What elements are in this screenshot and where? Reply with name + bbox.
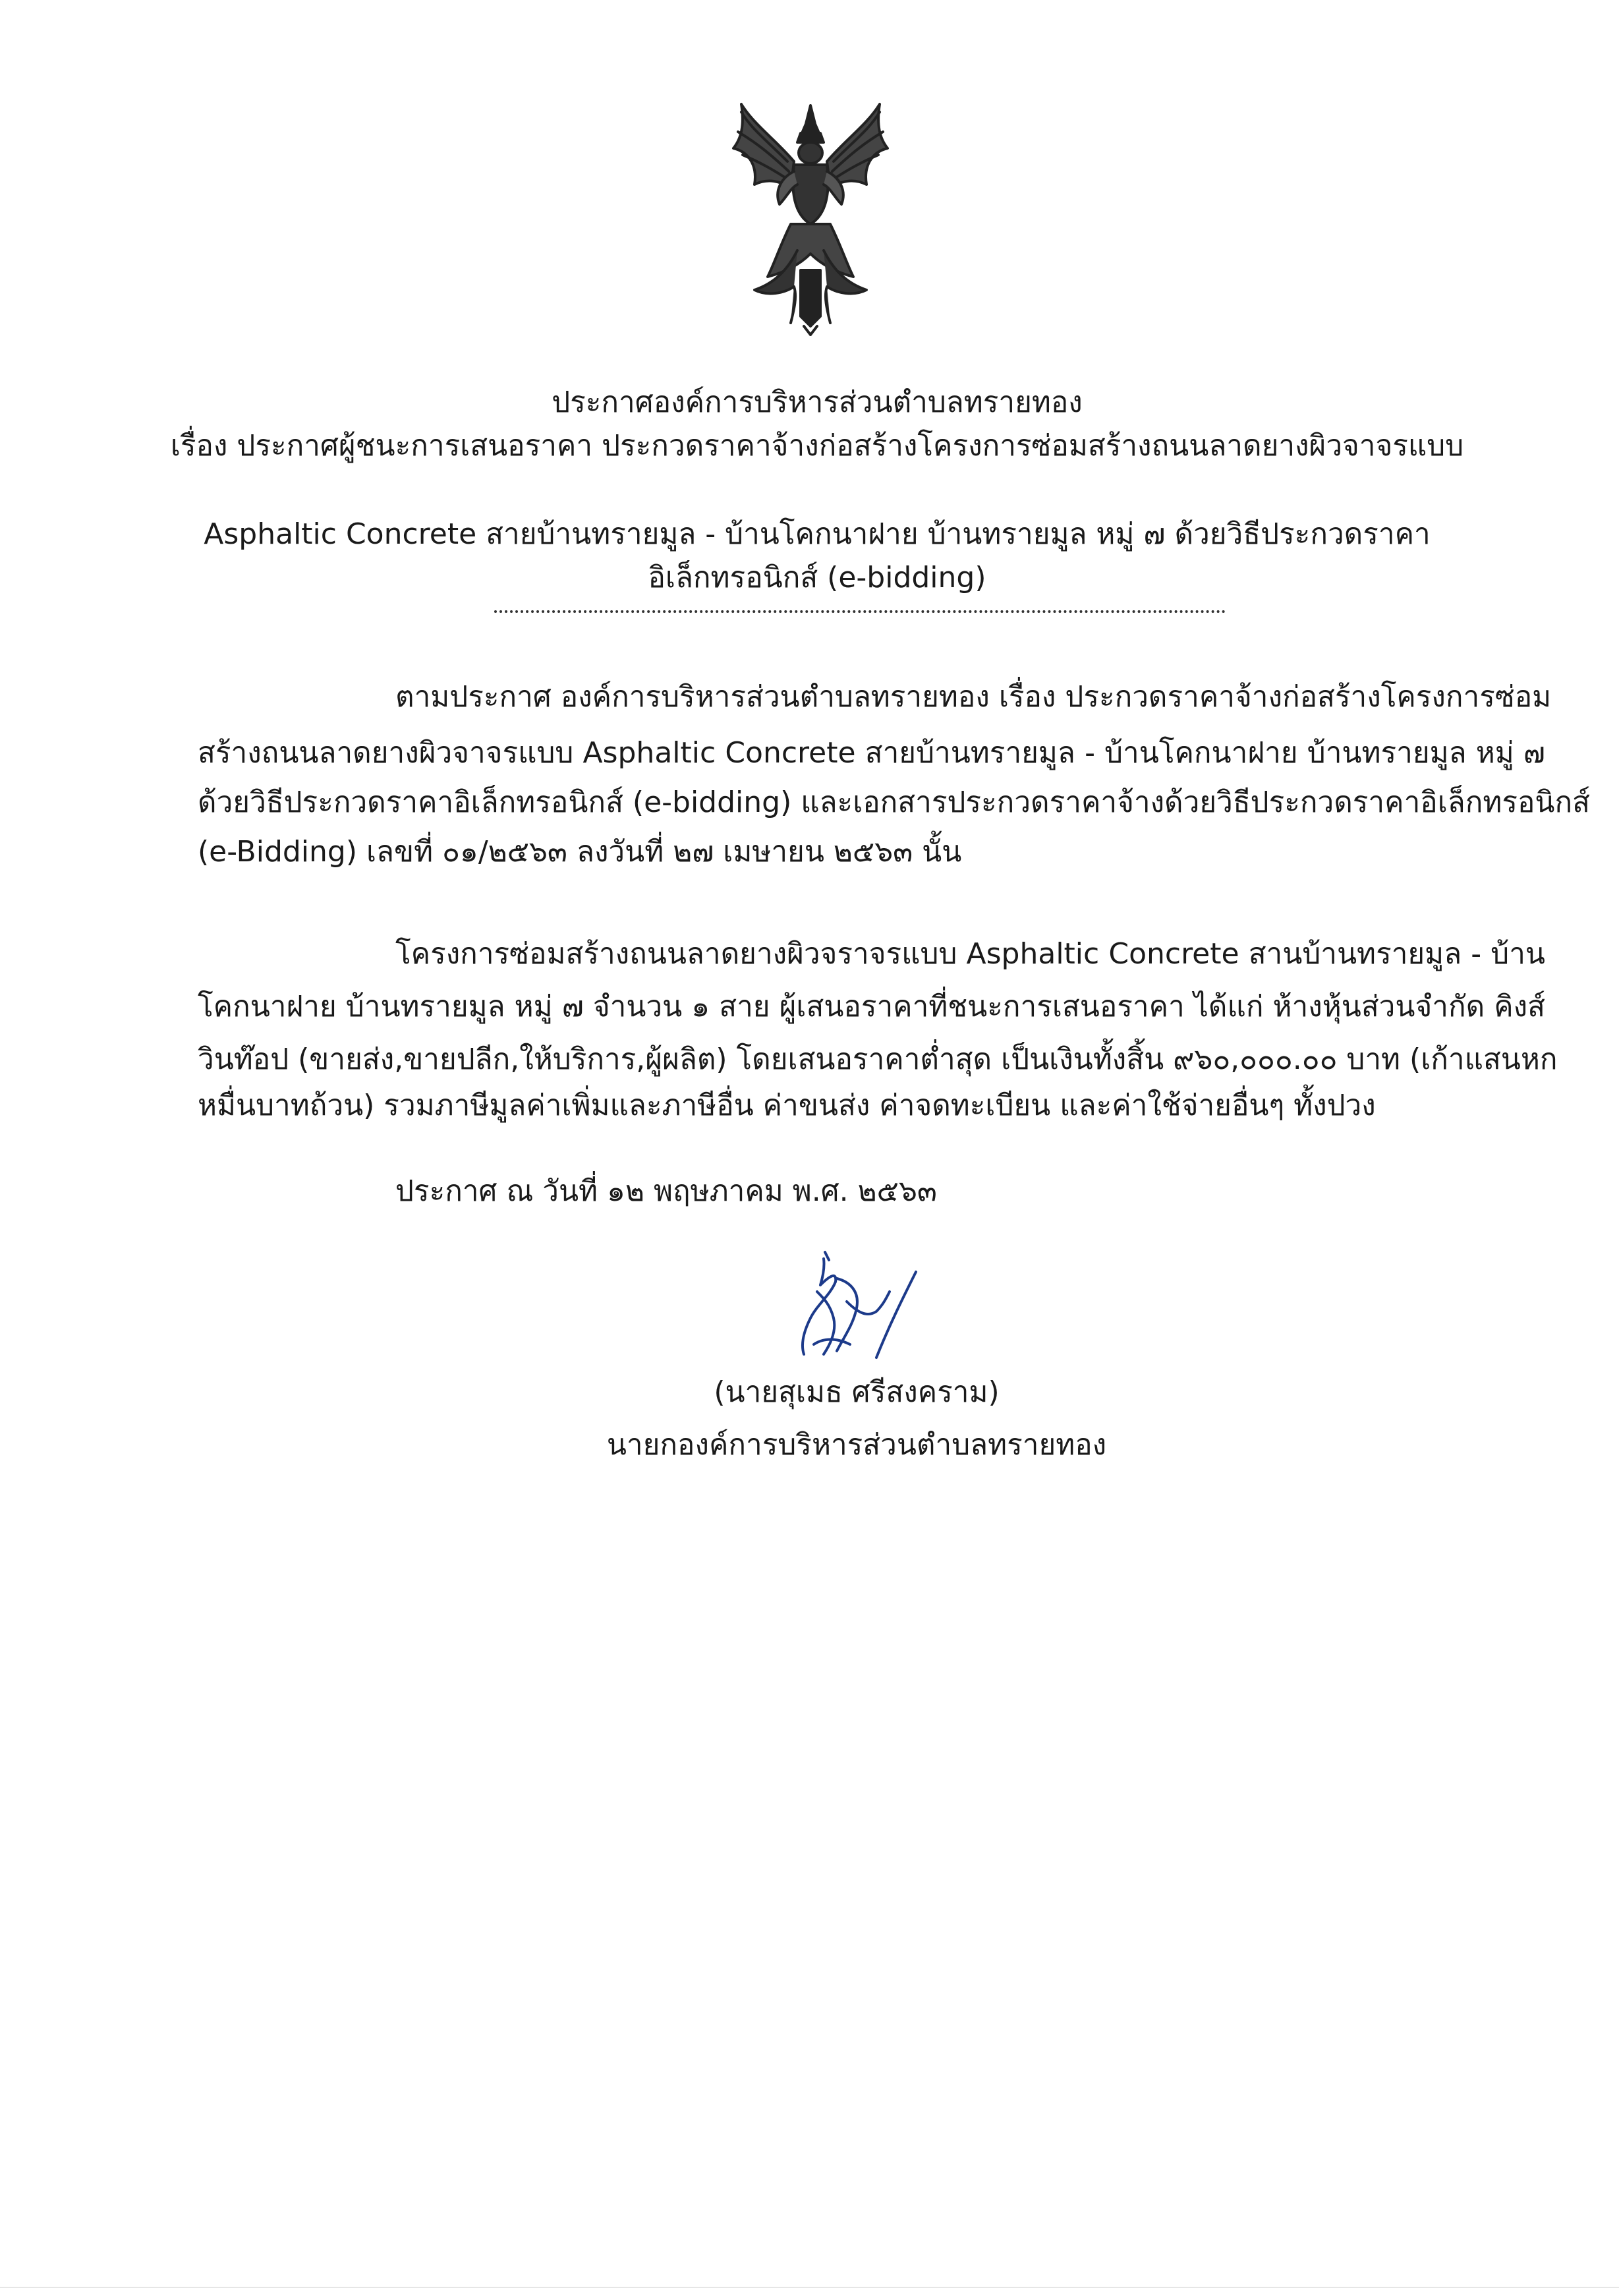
handwritten-signature-icon [784,1246,936,1377]
document-subject-line-2: Asphaltic Concrete สายบ้านทรายมูล - บ้านโคกนาฝาย บ้านทรายมูล หมู่ ๗ ด้วยวิธีประกวดราคา [204,517,1431,551]
document-title: ประกาศองค์การบริหารส่วนตำบลทรายทอง [552,386,1083,419]
dotted-divider [494,605,1226,613]
paragraph-2-line-4: หมื่นบาทถ้วน) รวมภาษีมูลค่าเพิ่มและภาษีอื่น ค่าขนส่ง ค่าจดทะเบียน และค่าใช้จ่ายอื่นๆ ทั้งปวง [198,1089,1376,1122]
announcement-date: ประกาศ ณ วันที่ ๑๒ พฤษภาคม พ.ศ. ๒๕๖๓ [395,1174,937,1208]
document-subject-line-3: อิเล็กทรอนิกส์ (e-bidding) [648,561,986,594]
paragraph-2-line-3: วินท๊อป (ขายส่ง,ขายปลีก,ให้บริการ,ผู้ผลิต) โดยเสนอราคาต่ำสุด เป็นเงินทั้งสิ้น ๙๖๐,๐๐๐.๐๐ บาท (เก้าแสนหก [198,1043,1558,1076]
signatory-position: นายกองค์การบริหารส่วนตำบลทรายทอง [606,1428,1107,1462]
paragraph-1-line-4: (e-Bidding) เลขที่ ๐๑/๒๕๖๓ ลงวันที่ ๒๗ เมษายน ๒๕๖๓ นั้น [198,835,962,869]
paragraph-1-line-2: สร้างถนนลาดยางผิวจาจรแบบ Asphaltic Concrete สายบ้านทรายมูล - บ้านโคกนาฝาย บ้านทรายมูล หมู่ ๗ [198,736,1545,770]
scan-edge-line [0,2287,1619,2288]
paragraph-1-line-3: ด้วยวิธีประกวดราคาอิเล็กทรอนิกส์ (e-bidding) และเอกสารประกวดราคาจ้างด้วยวิธีประกวดราคาอิเล็กทรอนิกส์ [198,786,1590,819]
signatory-name: (นายสุเมธ ศรีสงคราม) [714,1375,1000,1409]
paragraph-1-line-1: ตามประกาศ องค์การบริหารส่วนตำบลทรายทอง เรื่อง ประกวดราคาจ้างก่อสร้างโครงการซ่อม [395,680,1552,714]
garuda-emblem-icon [728,99,893,336]
document-subject-line-1: เรื่อง ประกาศผู้ชนะการเสนอราคา ประกวดราคาจ้างก่อสร้างโครงการซ่อมสร้างถนนลาดยางผิวจาจรแบบ [170,429,1464,463]
paragraph-2-line-1: โครงการซ่อมสร้างถนนลาดยางผิวจราจรแบบ Asphaltic Concrete สานบ้านทรายมูล - บ้าน [395,937,1545,971]
paragraph-2-line-2: โคกนาฝาย บ้านทรายมูล หมู่ ๗ จำนวน ๑ สาย ผู้เสนอราคาที่ชนะการเสนอราคา ได้แก่ ห้างหุ้นส่วนจำกัด คิงส์ [198,990,1545,1023]
